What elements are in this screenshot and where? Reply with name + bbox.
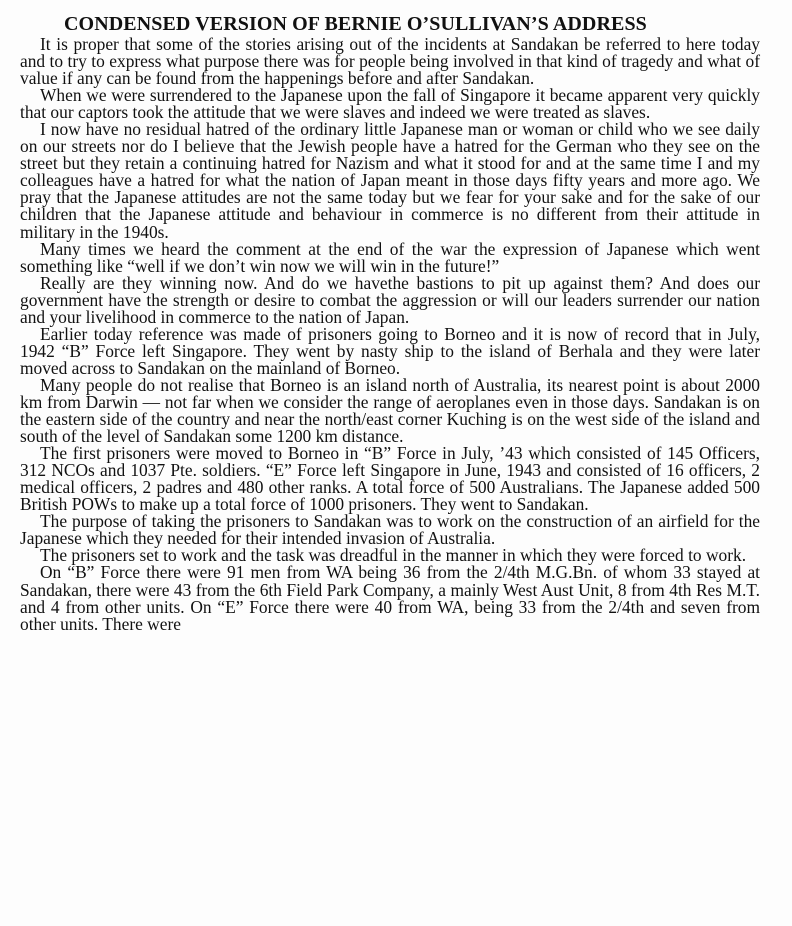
paragraph: Earlier today reference was made of prisoners going to Borneo and it is now of record that in July, 1942 “B” Force left Singapore. They went by nasty ship to the island of Berhala and they were later moved across to Sandakan on the mainland of Borneo. (20, 323, 760, 378)
paragraph: Really are they winning now. And do we havethe bastions to pit up against them? And does our government have the strength or desire to combat the aggression or will our leaders surrender our nation and your livelihood in commerce to the nation of Japan. (20, 272, 760, 327)
paragraph: The purpose of taking the prisoners to Sandakan was to work on the construction of an airfield for the Japanese which they needed for their intended invasion of Australia. (20, 511, 760, 549)
paragraph: It is proper that some of the stories arising out of the incidents at Sandakan be referred to here today and to try to express what purpose there was for people being involved in that kind of tragedy and what of value if any can be found from the happenings before and after Sandakan. (20, 34, 760, 89)
paragraph: Many people do not realise that Borneo is an island north of Australia, its nearest point is about 2000 km from Darwin — not far when we consider the range of aeroplanes even in those days. Sandakan is on the eastern side of the country and near the north/east corner Kuching is on the west side of the island and south of the level of Sandakan some 1200 km distance. (20, 374, 760, 447)
paragraph: When we were surrendered to the Japanese upon the fall of Singapore it became apparent very quickly that our captors took the attitude that we were slaves and indeed we were treated as slaves. (20, 85, 760, 123)
paragraph: The first prisoners were moved to Borneo in “B” Force in July, ’43 which consisted of 145 Officers, 312 NCOs and 1037 Pte. soldiers. “E” Force left Singapore in June, 1943 and consisted of 16 officers, 2 medical officers, 2 padres and 480 other ranks. A total force of 500 Australians. The Japanese added 500 British POWs to make up a total force of 1000 prisoners. They went to Sandakan. (20, 443, 760, 515)
article-body (20, 36, 760, 633)
paragraph: Many times we heard the comment at the end of the war the expression of Japanese which went something like “well if we don’t win now we will win in the future!” (20, 238, 760, 276)
paragraph: On “B” Force there were 91 men from WA being 36 from the 2/4th M.G.Bn. of whom 33 stayed at Sandakan, there were 43 from the 6th Field Park Company, a mainly West Aust Unit, 8 from 4th Res M.T. and 4 from other units. On “E” Force there were 40 from WA, being 33 from the 2/4th and seven from other units. There were (20, 562, 760, 634)
page-title: CONDENSED VERSION OF BERNIE O’SULLIVAN’S ADDRESS (64, 13, 647, 35)
paragraph: I now have no residual hatred of the ordinary little Japanese man or woman or child who we see daily on our streets nor do I believe that the Jewish people have a hatred for the German who they see on the street but they retain a continuing hatred for Nazism and what it stood for and at the same time I and my colleagues have a hatred for what the nation of Japan meant in those days fifty years and more ago. We pray that the Japanese attitudes are not the same today but we fear for your sake and for the sake of our children that the Japanese attitude and behaviour in commerce is no different from their attitude in military in the 1940s. (20, 119, 760, 242)
paragraph: The prisoners set to work and the task was dreadful in the manner in which they were forced to work. (40, 545, 747, 566)
